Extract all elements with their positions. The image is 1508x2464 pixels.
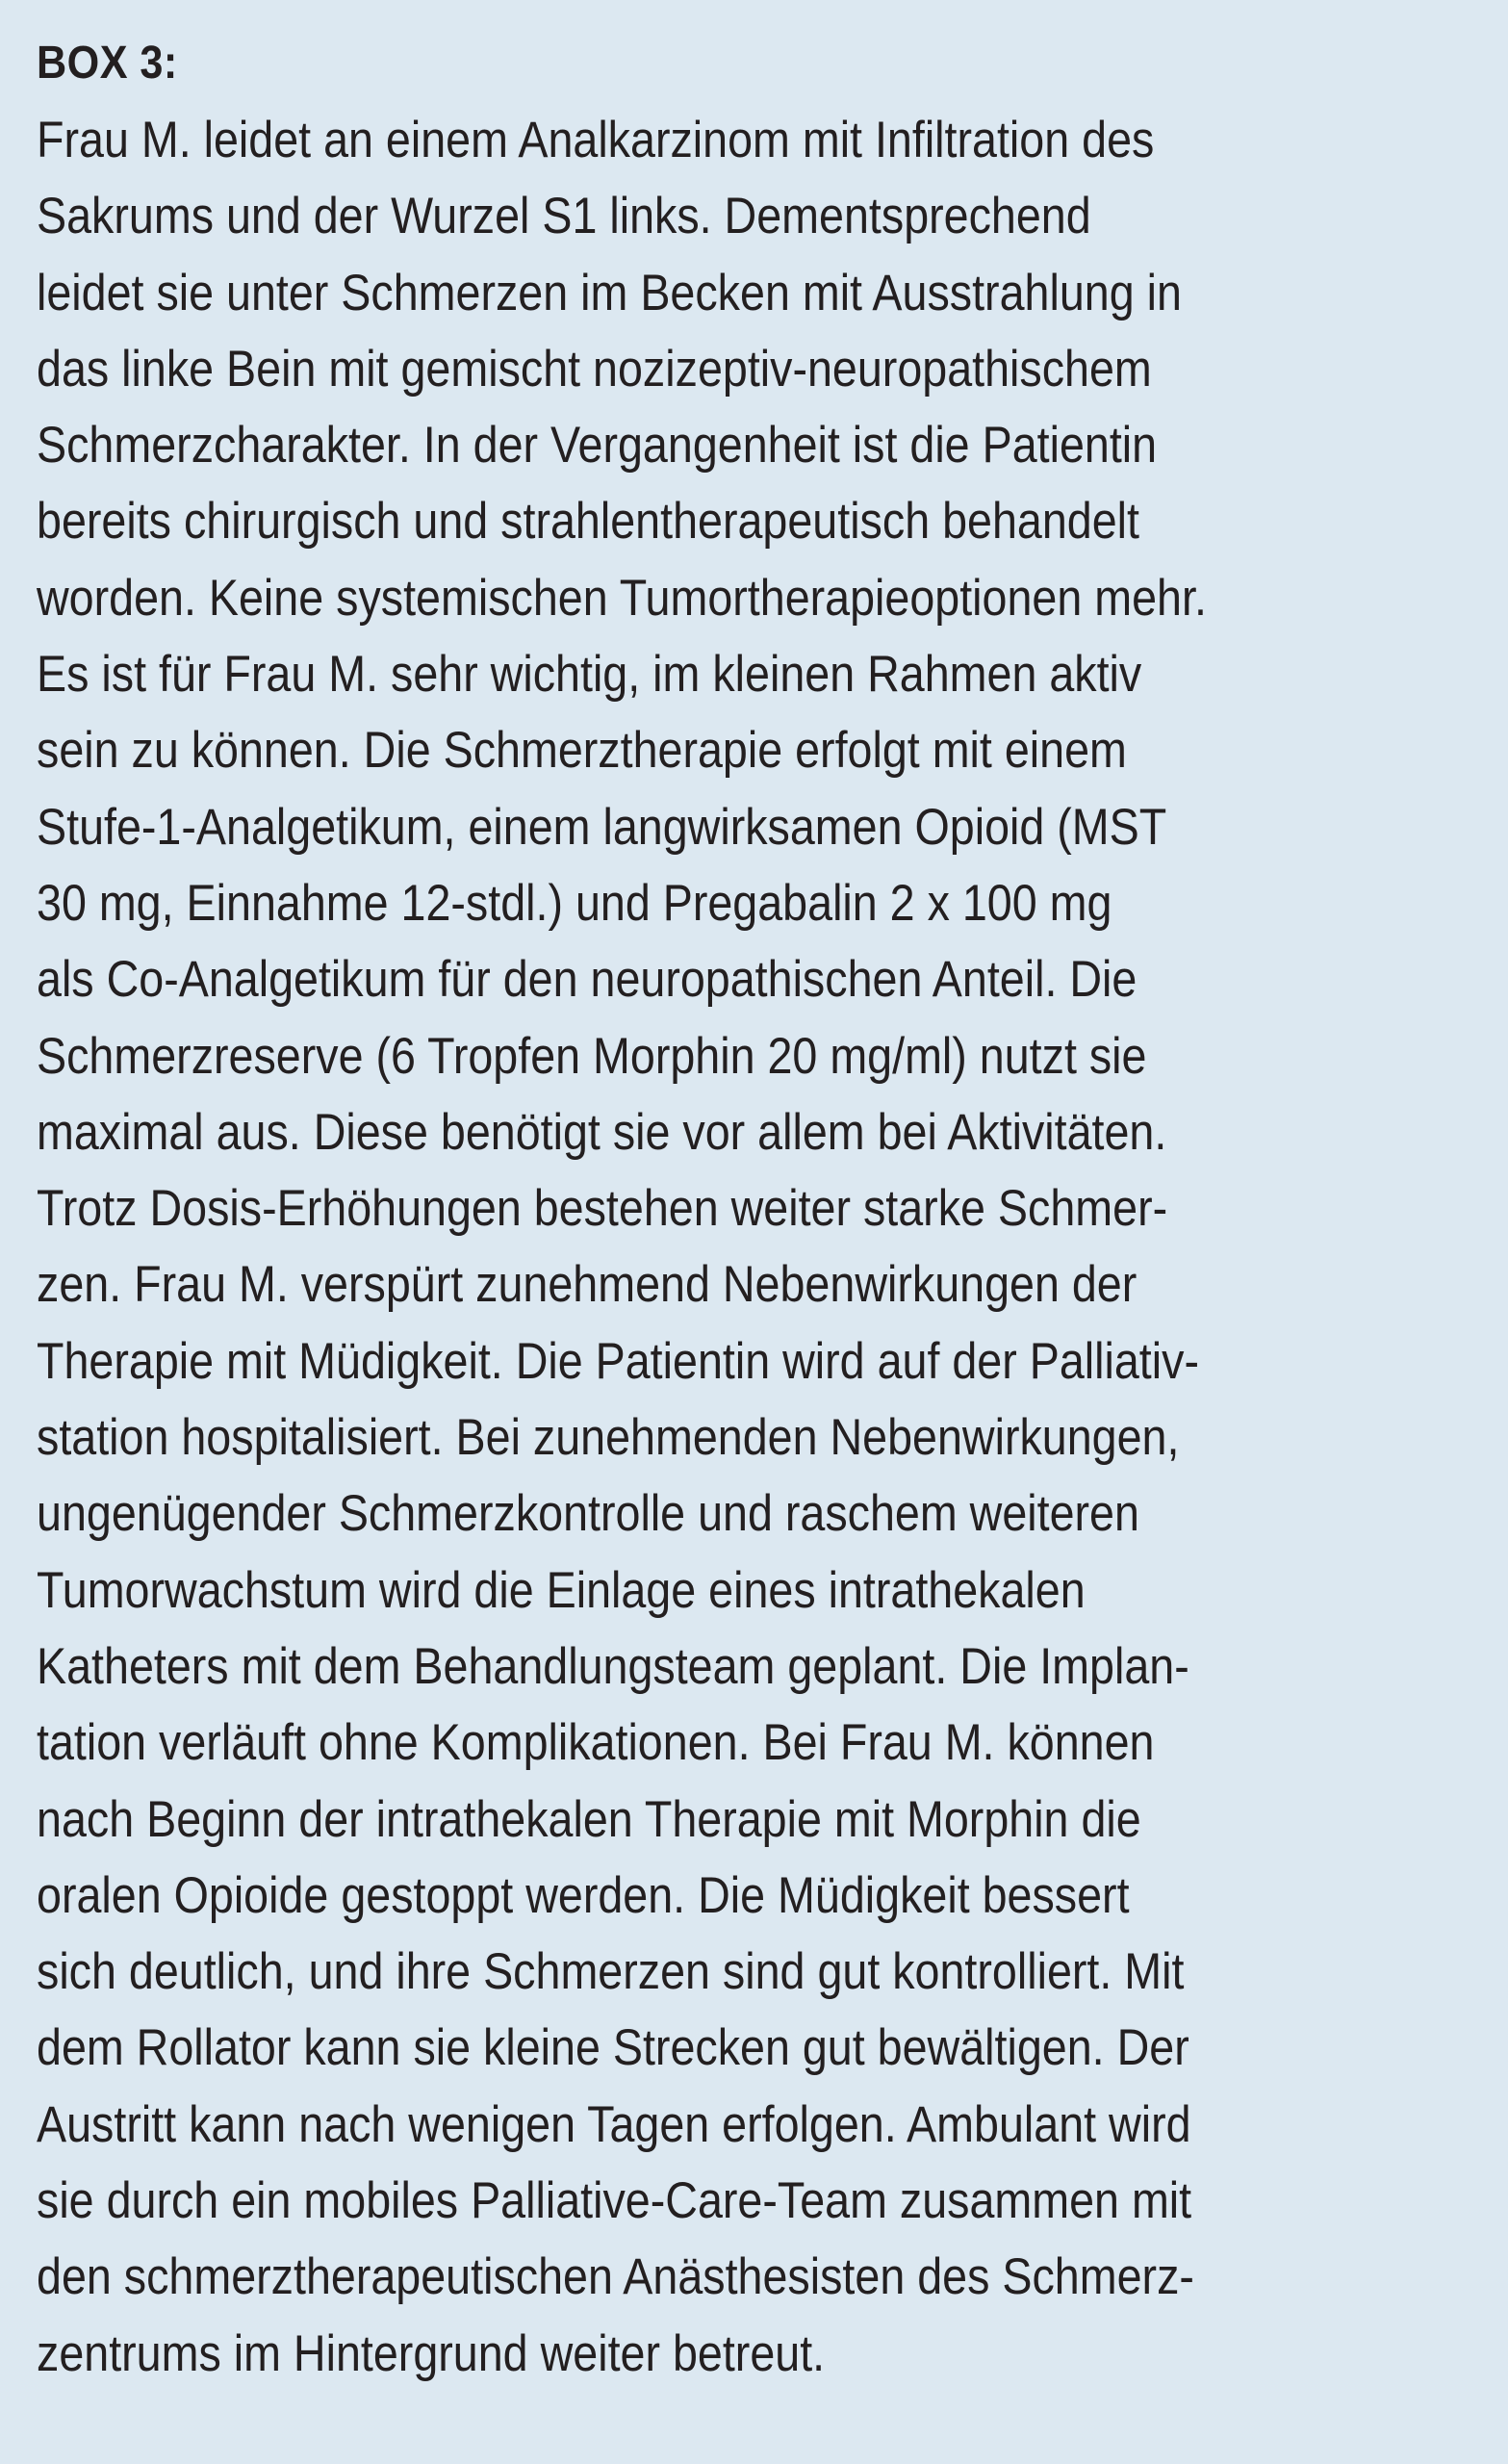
text-line: Austritt kann nach wenigen Tagen erfolgen. Ambulant wird xyxy=(37,2095,1191,2153)
text-line: dem Rollator kann sie kleine Strecken gut bewältigen. Der xyxy=(37,2019,1189,2077)
case-description xyxy=(37,102,1470,2392)
text-line: zentrums im Hintergrund weiter betreut. xyxy=(37,2324,826,2382)
text-line: Katheters mit dem Behandlungsteam geplant. Die Implan- xyxy=(37,1637,1189,1695)
text-line: als Co-Analgetikum für den neuropathischen Anteil. Die xyxy=(37,951,1137,1009)
text-line: Sakrums und der Wurzel S1 links. Dementsprechend xyxy=(37,188,1091,245)
text-line: 30 mg, Einnahme 12-stdl.) und Pregabalin 2 x 100 mg xyxy=(37,874,1112,932)
text-line: bereits chirurgisch und strahlentherapeutisch behandelt xyxy=(37,493,1139,551)
text-line: station hospitalisiert. Bei zunehmenden Nebenwirkungen, xyxy=(37,1409,1180,1467)
box-title: BOX 3: xyxy=(37,38,178,89)
text-line: Frau M. leidet an einem Analkarzinom mit Infiltration des xyxy=(37,112,1155,168)
text-line: Es ist für Frau M. sehr wichtig, im kleinen Rahmen aktiv xyxy=(37,646,1142,704)
text-line: zen. Frau M. verspürt zunehmend Nebenwirkungen der xyxy=(37,1256,1137,1314)
text-line: den schmerztherapeutischen Anästhesisten des Schmerz- xyxy=(37,2248,1194,2306)
text-line: Tumorwachstum wird die Einlage eines intrathekalen xyxy=(37,1561,1086,1619)
text-line: Therapie mit Müdigkeit. Die Patientin wird auf der Palliativ- xyxy=(37,1332,1199,1390)
text-line: maximal aus. Diese benötigt sie vor allem bei Aktivitäten. xyxy=(37,1103,1167,1161)
text-line: nach Beginn der intrathekalen Therapie mit Morphin die xyxy=(37,1790,1141,1848)
text-line: sich deutlich, und ihre Schmerzen sind gut kontrolliert. Mit xyxy=(37,1943,1185,2001)
text-line: Trotz Dosis-Erhöhungen bestehen weiter starke Schmer- xyxy=(37,1180,1168,1238)
text-line: tation verläuft ohne Komplikationen. Bei Frau M. können xyxy=(37,1714,1155,1772)
text-line: sie durch ein mobiles Palliative-Care-Team zusammen mit xyxy=(37,2172,1192,2230)
text-line: leidet sie unter Schmerzen im Becken mit Ausstrahlung in xyxy=(37,264,1182,321)
text-line: Schmerzcharakter. In der Vergangenheit ist die Patientin xyxy=(37,417,1158,475)
text-line: ungenügender Schmerzkontrolle und raschem weiteren xyxy=(37,1485,1139,1543)
text-line: worden. Keine systemischen Tumortherapieoptionen mehr. xyxy=(37,569,1207,627)
text-line: sein zu können. Die Schmerztherapie erfolgt mit einem xyxy=(37,722,1127,780)
text-line: Schmerzreserve (6 Tropfen Morphin 20 mg/ml) nutzt sie xyxy=(37,1027,1147,1085)
text-line: Stufe-1-Analgetikum, einem langwirksamen Opioid (MST xyxy=(37,798,1167,856)
text-line: das linke Bein mit gemischt nozizeptiv-neuropathischem xyxy=(37,340,1152,398)
text-line: oralen Opioide gestoppt werden. Die Müdigkeit bessert xyxy=(37,1866,1130,1924)
